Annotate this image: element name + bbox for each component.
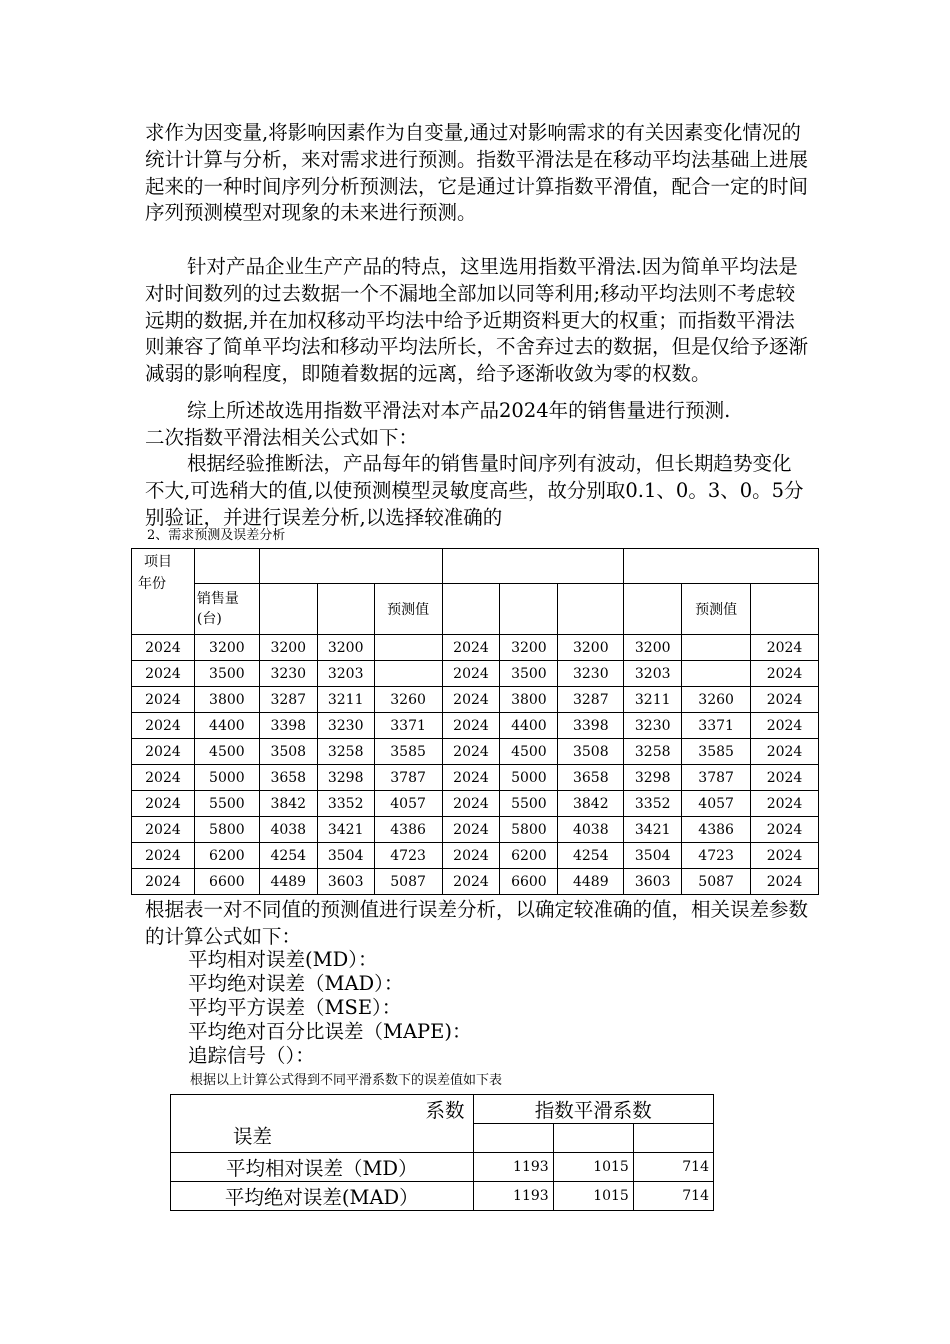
table-row [132,817,819,843]
error-metric-label: 平均绝对误差(MAD） [171,1182,474,1211]
table-cell: 4386 [682,817,751,843]
table-cell: 3371 [374,713,442,739]
table-cell: 6200 [500,843,558,869]
paragraph-1: 求作为因变量,将影响因素作为自变量,通过对影响需求的有关因素变化情况的统计计算与分析，来对需求进行预测。指数平滑法是在移动平均法基础上进展起来的一种时间序列分析预测法，它是通过计算指数平滑值，配合一定的时间序列预测模型对现象的未来进行预测。 [145,121,809,225]
table-cell: 4254 [259,843,317,869]
formula-mse: 平均平方误差（MSE）： [188,996,402,1019]
error-value: 1193 [473,1182,553,1211]
formula-mape: 平均绝对百分比误差（MAPE)： [188,1020,472,1043]
table-cell: 3230 [317,713,374,739]
paragraph-5: 根据经验推断法，产品每年的销售量时间序列有波动，但长期趋势变化不大,可选稍大的值,以使预测模型灵敏度高些，故分别取0.1、0。3、0。5分别验证，并进行误差分析,以选择较准确的 [145,452,804,529]
blank-cell [751,584,819,635]
table-row [132,687,819,713]
table-cell: 2024 [442,817,500,843]
table-cell: 3421 [624,817,682,843]
error-value: 1015 [553,1182,633,1211]
table-cell: 3211 [317,687,374,713]
table-cell: 3658 [558,765,624,791]
table-cell: 2024 [132,843,195,869]
table-cell: 3787 [374,765,442,791]
table-cell: 3508 [558,739,624,765]
table-cell: 3398 [259,713,317,739]
table-cell: 6600 [194,869,259,895]
table-cell: 2024 [132,765,195,791]
table-cell: 3230 [259,661,317,687]
table-cell: 2024 [442,713,500,739]
table-cell: 2024 [751,765,819,791]
table-cell: 4038 [259,817,317,843]
table-cell: 2024 [442,635,500,661]
error-table [170,1094,714,1211]
blank-cell [633,1124,713,1153]
table-cell: 6200 [194,843,259,869]
error-header-cell [171,1095,474,1153]
table-cell: 2024 [751,869,819,895]
blank-cell [473,1124,553,1153]
table-cell [682,635,751,661]
table-cell [682,661,751,687]
error-metric-label: 平均相对误差（MD） [171,1153,474,1182]
table-cell: 5500 [194,791,259,817]
table-cell: 2024 [132,635,195,661]
table-cell: 2024 [132,791,195,817]
blank-cell [442,584,500,635]
table2-caption: 根据以上计算公式得到不同平滑系数下的误差值如下表 [190,1073,503,1088]
table-cell: 3585 [374,739,442,765]
table-row [171,1182,714,1211]
error-value: 1015 [553,1153,633,1182]
table-cell: 2024 [132,817,195,843]
blank-cell [558,584,624,635]
paragraph-3: 综上所述故选用指数平滑法对本产品2024年的销售量进行预测. [187,399,731,422]
table-cell: 4489 [558,869,624,895]
table-cell: 3200 [558,635,624,661]
table-cell: 2024 [132,739,195,765]
table-cell: 3200 [194,635,259,661]
forecast-table [131,548,819,895]
table-cell: 5500 [500,791,558,817]
table-cell: 3800 [500,687,558,713]
table-cell: 3287 [259,687,317,713]
table-cell: 3200 [317,635,374,661]
table-row [132,713,819,739]
header-coefficient-group: 指数平滑系数 [473,1095,713,1124]
table-cell: 6600 [500,869,558,895]
table-cell: 3398 [558,713,624,739]
table-cell: 3230 [558,661,624,687]
header-item-year [132,549,195,635]
table-cell: 3787 [682,765,751,791]
table-cell: 2024 [751,661,819,687]
table-cell: 4489 [259,869,317,895]
table-cell: 5087 [682,869,751,895]
blank-cell [259,584,317,635]
table-cell: 3203 [317,661,374,687]
header-forecast-a: 预测值 [374,584,442,635]
blank-cell [317,584,374,635]
table-cell: 4057 [682,791,751,817]
paragraph-2: 针对产品企业生产产品的特点，这里选用指数平滑法.因为简单平均法是对时间数列的过去数据一个不漏地全部加以同等利用;移动平均法则不考虑较远期的数据,并在加权移动平均法中给予近期资料更大的权重；而指数平滑法则兼容了简单平均法和移动平均法所长，不舍弃过去的数据，但是仅给予逐渐减弱的影响程度，即随着数据的远离，给予逐渐收敛为零的权数。 [145,255,809,386]
table-cell: 2024 [132,869,195,895]
table-cell: 3585 [682,739,751,765]
table-cell: 2024 [751,635,819,661]
error-value: 1193 [473,1153,553,1182]
table-cell [374,661,442,687]
blank-cell [194,549,259,584]
table-cell: 5800 [500,817,558,843]
table-cell: 4254 [558,843,624,869]
table-cell: 3842 [558,791,624,817]
table-cell: 3371 [682,713,751,739]
table-cell: 3200 [624,635,682,661]
table-cell: 4400 [500,713,558,739]
table-cell: 3352 [624,791,682,817]
table-cell: 3260 [682,687,751,713]
table-cell: 3603 [624,869,682,895]
table-cell: 2024 [751,817,819,843]
table-cell: 4723 [682,843,751,869]
table-cell: 3287 [558,687,624,713]
table-cell: 4500 [500,739,558,765]
table-cell [374,635,442,661]
table-cell: 4038 [558,817,624,843]
table-row [132,765,819,791]
table-cell: 2024 [132,661,195,687]
table-cell: 5000 [194,765,259,791]
header-error: 误差 [233,1125,273,1148]
table-cell: 3508 [259,739,317,765]
table-cell: 2024 [751,687,819,713]
table-cell: 3298 [624,765,682,791]
table-cell: 2024 [132,687,195,713]
table-cell: 5800 [194,817,259,843]
table-cell: 2024 [751,791,819,817]
table-cell: 3842 [259,791,317,817]
group-header-a [259,549,442,584]
table-cell: 2024 [442,687,500,713]
table-cell: 3421 [317,817,374,843]
table-cell: 3500 [194,661,259,687]
table-cell: 3352 [317,791,374,817]
table-cell: 3500 [500,661,558,687]
table-cell: 4723 [374,843,442,869]
table-row [132,791,819,817]
table-cell: 4386 [374,817,442,843]
table-cell: 3298 [317,765,374,791]
blank-cell [500,584,558,635]
table-cell: 3203 [624,661,682,687]
table-cell: 5000 [500,765,558,791]
blank-cell [553,1124,633,1153]
table-cell: 3504 [624,843,682,869]
header-item: 项目 [144,554,172,570]
error-value: 714 [633,1153,713,1182]
table-row [171,1153,714,1182]
formula-md: 平均相对误差(MD）： [188,948,378,971]
blank-cell [624,584,682,635]
header-forecast-b: 预测值 [682,584,751,635]
table-cell: 2024 [442,661,500,687]
table-cell: 3603 [317,869,374,895]
table-cell: 4500 [194,739,259,765]
table-cell: 3230 [624,713,682,739]
table-cell: 4057 [374,791,442,817]
table-cell: 2024 [751,739,819,765]
table-row [132,869,819,895]
error-value: 714 [633,1182,713,1211]
group-header-b [442,549,624,584]
table-cell: 2024 [132,713,195,739]
table-cell: 3258 [317,739,374,765]
table-row [132,661,819,687]
table-cell: 2024 [442,791,500,817]
table-cell: 3200 [259,635,317,661]
table-cell: 4400 [194,713,259,739]
table-cell: 3211 [624,687,682,713]
section-title: 2、需求预测及误差分析 [147,528,286,543]
table-row [132,843,819,869]
table-cell: 5087 [374,869,442,895]
formula-mad: 平均绝对误差（MAD）： [188,972,404,995]
header-sales: 销售量(台) [194,584,259,635]
table-cell: 2024 [442,739,500,765]
group-header-c [624,549,819,584]
header-year: 年份 [138,576,166,592]
table-cell: 3504 [317,843,374,869]
header-coef: 系数 [425,1099,465,1122]
paragraph-6: 根据表一对不同值的预测值进行误差分析，以确定较准确的值，相关误差参数的计算公式如下： [145,898,809,948]
paragraph-4: 二次指数平滑法相关公式如下： [145,426,419,449]
formula-tracking-signal: 追踪信号（）： [188,1044,315,1067]
table-cell: 3260 [374,687,442,713]
table-cell: 2024 [751,713,819,739]
table-row [132,635,819,661]
table-cell: 3658 [259,765,317,791]
table-cell: 2024 [442,843,500,869]
table-cell: 3800 [194,687,259,713]
table-cell: 2024 [442,765,500,791]
table-cell: 2024 [442,869,500,895]
table-row [132,739,819,765]
table-cell: 2024 [751,843,819,869]
table-cell: 3200 [500,635,558,661]
table-cell: 3258 [624,739,682,765]
